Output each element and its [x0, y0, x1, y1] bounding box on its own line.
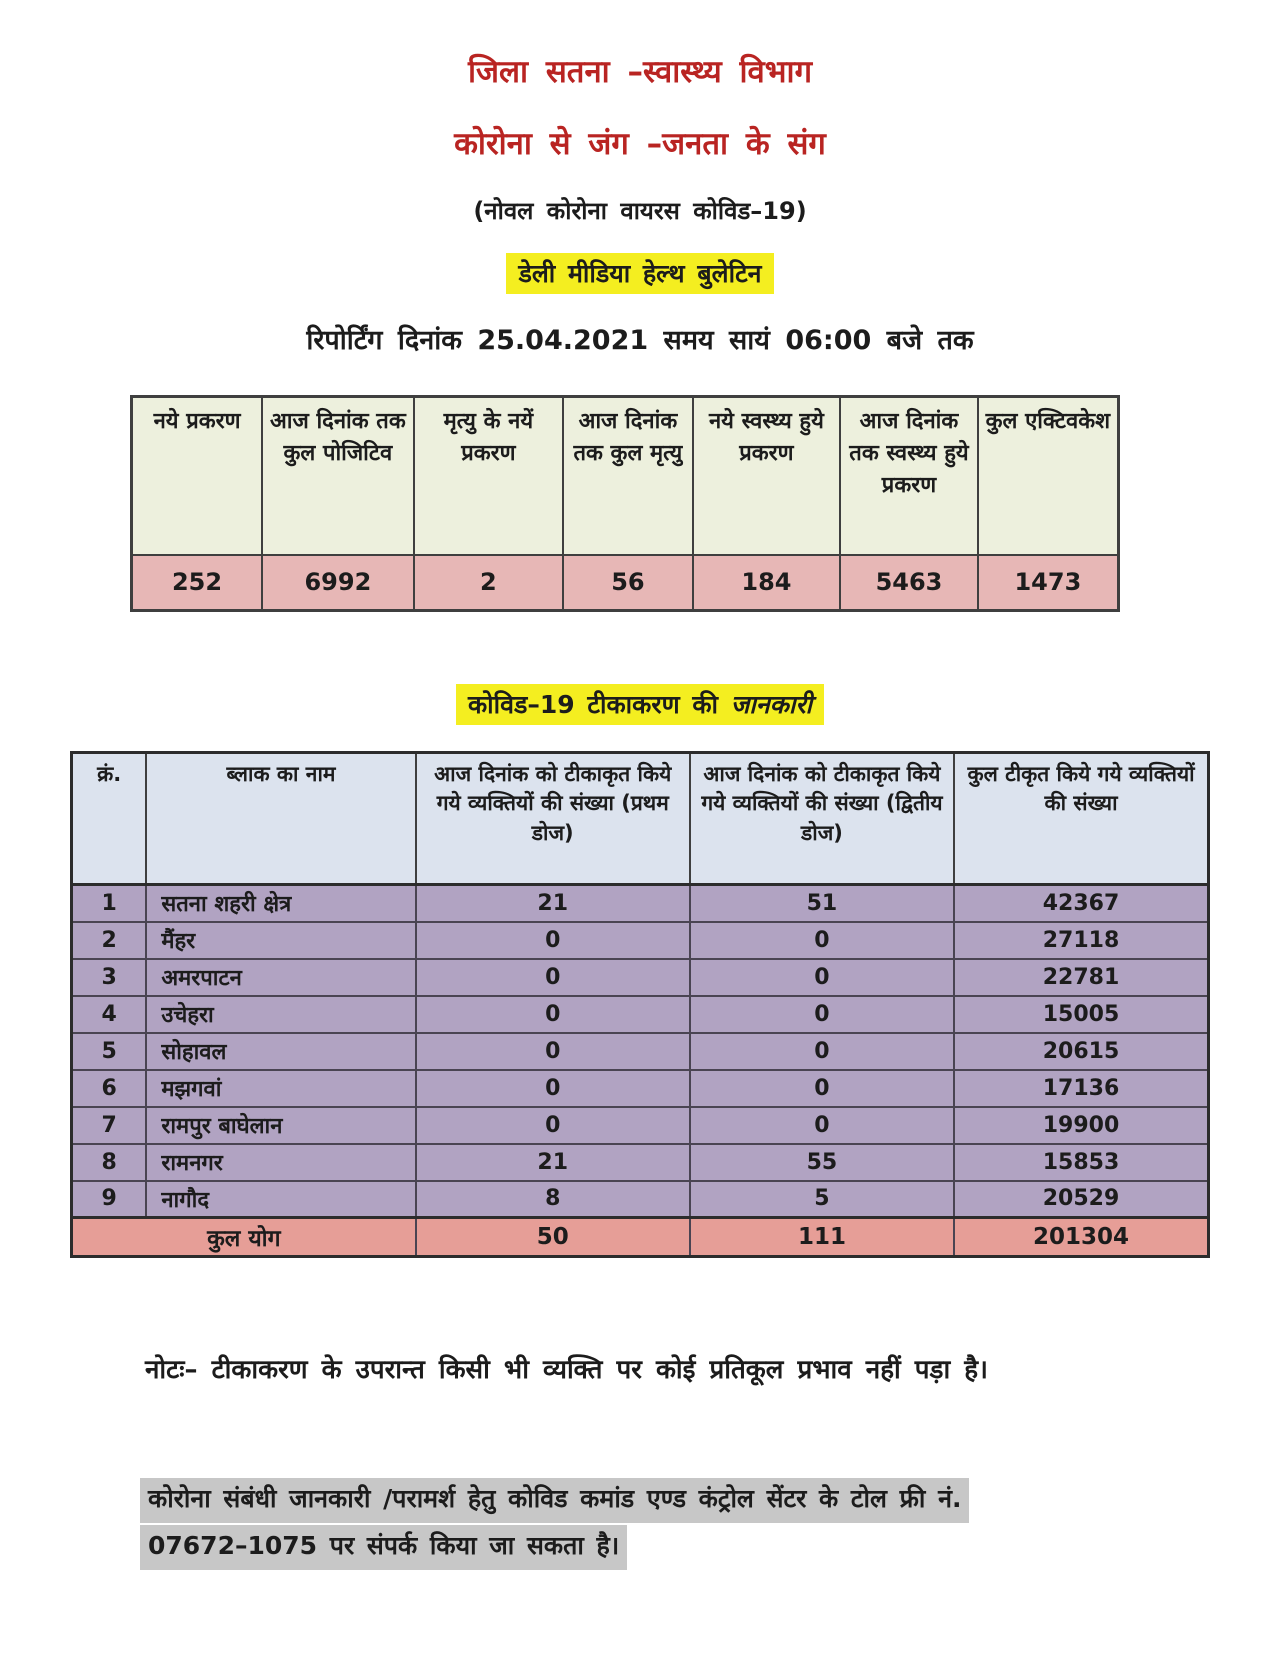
block-name: सोहावल [146, 1033, 415, 1070]
total-label: कुल योग [72, 1218, 416, 1257]
total-count: 15853 [954, 1144, 1208, 1181]
table-row [72, 1070, 1209, 1107]
serial-number: 6 [72, 1070, 147, 1107]
total-row [72, 1218, 1209, 1257]
total-count: 27118 [954, 922, 1208, 959]
summary-column-header-0: नये प्रकरण [132, 397, 263, 555]
table-row [72, 959, 1209, 996]
table-row [72, 1181, 1209, 1218]
dose2-count: 0 [690, 1033, 954, 1070]
total-count: 20615 [954, 1033, 1208, 1070]
vaccination-section-title [456, 684, 824, 725]
dose2-count: 0 [690, 959, 954, 996]
summary-table-value-row [132, 555, 1119, 611]
total-dose2: 111 [690, 1218, 954, 1257]
dose2-count: 5 [690, 1181, 954, 1218]
summary-value-4: 184 [693, 555, 840, 611]
serial-number: 7 [72, 1107, 147, 1144]
dose2-count: 0 [690, 996, 954, 1033]
summary-table-header-row [132, 397, 1119, 555]
dose2-count: 0 [690, 1070, 954, 1107]
total-dose1: 50 [416, 1218, 690, 1257]
serial-number: 4 [72, 996, 147, 1033]
dose2-count: 51 [690, 885, 954, 922]
total-count: 15005 [954, 996, 1208, 1033]
table-row [72, 1033, 1209, 1070]
block-name: अमरपाटन [146, 959, 415, 996]
serial-number: 1 [72, 885, 147, 922]
bulletin-title-wrap [0, 253, 1280, 294]
table-row [72, 1107, 1209, 1144]
block-name: नागौद [146, 1181, 415, 1218]
vaccination-column-header-4: कुल टीकृत किये गये व्यक्तियों की संख्या [954, 753, 1208, 885]
dose1-count: 21 [416, 1144, 690, 1181]
summary-column-header-1: आज दिनांक तक कुल पोजिटिव [262, 397, 414, 555]
dose1-count: 8 [416, 1181, 690, 1218]
vaccination-table [70, 751, 1210, 1258]
block-name: सतना शहरी क्षेत्र [146, 885, 415, 922]
table-row [72, 1144, 1209, 1181]
serial-number: 2 [72, 922, 147, 959]
dose1-count: 0 [416, 959, 690, 996]
dose1-count: 0 [416, 1033, 690, 1070]
table-row [72, 922, 1209, 959]
vaccination-section-title-wrap [0, 684, 1280, 725]
reporting-dateline: रिपोर्टिंग दिनांक 25.04.2021 समय सायं 06:00 बजे तक [306, 325, 974, 356]
summary-value-3: 56 [563, 555, 693, 611]
total-count: 20529 [954, 1181, 1208, 1218]
vaccination-column-header-1: ब्लाक का नाम [146, 753, 415, 885]
serial-number: 5 [72, 1033, 147, 1070]
vaccination-section-title-main: कोविड–19 टीकाकरण की [467, 690, 719, 719]
subtitle-virus-name: (नोवल कोरोना वायरस कोविड–19) [473, 197, 807, 225]
vaccination-table-header-row [72, 753, 1209, 885]
summary-column-header-3: आज दिनांक तक कुल मृत्यु [563, 397, 693, 555]
total-count: 22781 [954, 959, 1208, 996]
dose2-count: 0 [690, 922, 954, 959]
block-name: मैंहर [146, 922, 415, 959]
summary-column-header-4: नये स्वस्थ्य हुये प्रकरण [693, 397, 840, 555]
dose1-count: 0 [416, 1107, 690, 1144]
summary-value-2: 2 [414, 555, 563, 611]
summary-value-6: 1473 [978, 555, 1119, 611]
dose1-count: 0 [416, 996, 690, 1033]
footer-contact-line2: 07672–1075 पर संपर्क किया जा सकता है। [140, 1525, 627, 1570]
block-name: मझगवां [146, 1070, 415, 1107]
vaccination-column-header-2: आज दिनांक को टीकाकृत किये गये व्यक्तियों की संख्या (प्रथम डोज) [416, 753, 690, 885]
summary-value-0: 252 [132, 555, 263, 611]
summary-column-header-5: आज दिनांक तक स्वस्थ्य हुये प्रकरण [840, 397, 978, 555]
bulletin-title: डेली मीडिया हेल्थ बुलेटिन [506, 253, 773, 294]
serial-number: 8 [72, 1144, 147, 1181]
note-text: नोटः– टीकाकरण के उपरान्त किसी भी व्यक्ति पर कोई प्रतिकूल प्रभाव नहीं पड़ा है। [145, 1355, 988, 1385]
dose1-count: 0 [416, 1070, 690, 1107]
block-name: रामनगर [146, 1144, 415, 1181]
serial-number: 3 [72, 959, 147, 996]
dose1-count: 0 [416, 922, 690, 959]
block-name: रामपुर बाघेलान [146, 1107, 415, 1144]
summary-value-1: 6992 [262, 555, 414, 611]
total-count: 19900 [954, 1107, 1208, 1144]
total-count: 17136 [954, 1070, 1208, 1107]
vaccination-column-header-0: क्रं. [72, 753, 147, 885]
footer-contact [140, 1478, 1280, 1570]
footer-contact-line1: कोरोना संबंधी जानकारी /परामर्श हेतु कोविड कमांड एण्ड कंट्रोल सेंटर के टोल फ्री नं. [140, 1478, 969, 1523]
vaccination-column-header-3: आज दिनांक को टीकाकृत किये गये व्यक्तियों की संख्या (द्वितीय डोज) [690, 753, 954, 885]
summary-table [130, 395, 1120, 612]
dose2-count: 55 [690, 1144, 954, 1181]
summary-column-header-2: मृत्यु के नयें प्रकरण [414, 397, 563, 555]
block-name: उचेहरा [146, 996, 415, 1033]
serial-number: 9 [72, 1181, 147, 1218]
vaccination-section-title-italic: जानकारी [730, 690, 813, 719]
total-count: 42367 [954, 885, 1208, 922]
dose1-count: 21 [416, 885, 690, 922]
page-title-slogan: कोरोना से जंग –जनता के संग [454, 126, 826, 162]
summary-value-5: 5463 [840, 555, 978, 611]
table-row [72, 885, 1209, 922]
dose2-count: 0 [690, 1107, 954, 1144]
total-overall: 201304 [954, 1218, 1208, 1257]
summary-column-header-6: कुल एक्टिवकेश [978, 397, 1119, 555]
table-row [72, 996, 1209, 1033]
page-title-department: जिला सतना –स्वास्थ्य विभाग [467, 54, 813, 90]
